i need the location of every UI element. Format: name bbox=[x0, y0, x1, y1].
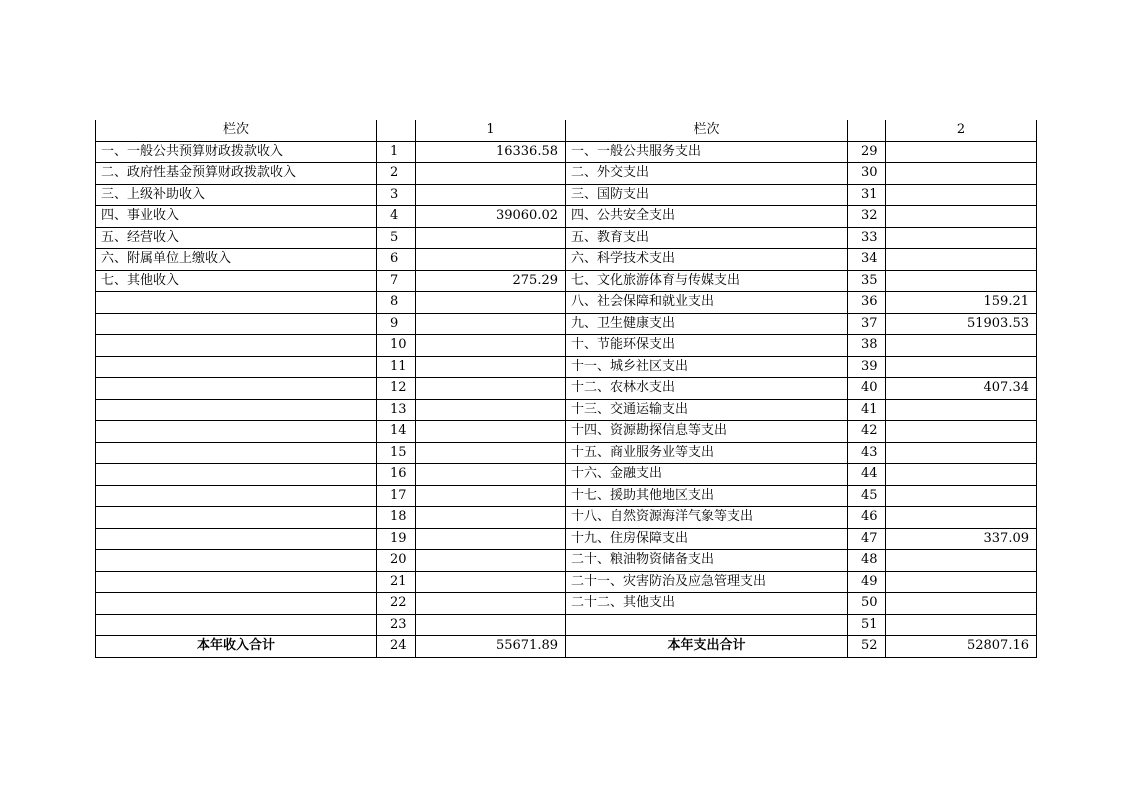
expense-amount bbox=[886, 464, 1037, 486]
expense-amount bbox=[886, 421, 1037, 443]
expense-total-label: 本年支出合计 bbox=[566, 636, 848, 658]
expense-item-label: 二十二、其他支出 bbox=[566, 593, 848, 615]
table-row bbox=[96, 378, 1037, 400]
expense-row-no: 46 bbox=[848, 507, 886, 529]
expense-amount bbox=[886, 141, 1037, 163]
table-row bbox=[96, 141, 1037, 163]
expense-item-label: 十四、资源勘探信息等支出 bbox=[566, 421, 848, 443]
expense-item-label bbox=[566, 614, 848, 636]
income-amount bbox=[416, 614, 566, 636]
income-row-no: 23 bbox=[377, 614, 416, 636]
table-row bbox=[96, 550, 1037, 572]
table-row bbox=[96, 399, 1037, 421]
income-amount bbox=[416, 292, 566, 314]
income-item-label: 一、一般公共预算财政拨款收入 bbox=[96, 141, 377, 163]
income-item-label: 六、附属单位上缴收入 bbox=[96, 249, 377, 271]
income-item-label bbox=[96, 507, 377, 529]
income-total-label: 本年收入合计 bbox=[96, 636, 377, 658]
income-row-no: 9 bbox=[377, 313, 416, 335]
income-item-label bbox=[96, 614, 377, 636]
income-amount bbox=[416, 421, 566, 443]
income-total-no: 24 bbox=[377, 636, 416, 658]
income-row-no: 13 bbox=[377, 399, 416, 421]
total-row bbox=[96, 636, 1037, 658]
income-amount bbox=[416, 184, 566, 206]
expense-item-label: 四、公共安全支出 bbox=[566, 206, 848, 228]
income-row-no: 12 bbox=[377, 378, 416, 400]
table-row bbox=[96, 335, 1037, 357]
expense-amount bbox=[886, 507, 1037, 529]
income-item-label bbox=[96, 528, 377, 550]
income-amount bbox=[416, 550, 566, 572]
income-item-label: 四、事业收入 bbox=[96, 206, 377, 228]
income-amount bbox=[416, 249, 566, 271]
table-row bbox=[96, 227, 1037, 249]
expense-amount bbox=[886, 485, 1037, 507]
income-row-no: 7 bbox=[377, 270, 416, 292]
expense-row-no: 29 bbox=[848, 141, 886, 163]
income-amount: 39060.02 bbox=[416, 206, 566, 228]
income-row-no: 5 bbox=[377, 227, 416, 249]
income-row-no: 20 bbox=[377, 550, 416, 572]
expense-amount bbox=[886, 571, 1037, 593]
table-row bbox=[96, 421, 1037, 443]
expense-row-no: 50 bbox=[848, 593, 886, 615]
expense-amount bbox=[886, 227, 1037, 249]
expense-row-no: 44 bbox=[848, 464, 886, 486]
header-income-item: 栏次 bbox=[96, 120, 377, 141]
income-item-label: 三、上级补助收入 bbox=[96, 184, 377, 206]
income-amount: 275.29 bbox=[416, 270, 566, 292]
expense-amount: 51903.53 bbox=[886, 313, 1037, 335]
expense-row-no: 39 bbox=[848, 356, 886, 378]
income-item-label bbox=[96, 356, 377, 378]
income-amount bbox=[416, 335, 566, 357]
table-row bbox=[96, 614, 1037, 636]
expense-row-no: 42 bbox=[848, 421, 886, 443]
expense-row-no: 38 bbox=[848, 335, 886, 357]
income-amount bbox=[416, 593, 566, 615]
income-expense-table bbox=[95, 120, 1037, 658]
header-expense-amount: 2 bbox=[886, 120, 1037, 141]
table-row bbox=[96, 442, 1037, 464]
income-amount bbox=[416, 163, 566, 185]
expense-row-no: 30 bbox=[848, 163, 886, 185]
income-row-no: 21 bbox=[377, 571, 416, 593]
table-row bbox=[96, 163, 1037, 185]
income-row-no: 14 bbox=[377, 421, 416, 443]
table-row bbox=[96, 313, 1037, 335]
expense-amount bbox=[886, 550, 1037, 572]
header-income-amount: 1 bbox=[416, 120, 566, 141]
expense-amount bbox=[886, 184, 1037, 206]
income-item-label: 七、其他收入 bbox=[96, 270, 377, 292]
expense-item-label: 七、文化旅游体育与传媒支出 bbox=[566, 270, 848, 292]
income-amount bbox=[416, 464, 566, 486]
table-row bbox=[96, 507, 1037, 529]
expense-item-label: 三、国防支出 bbox=[566, 184, 848, 206]
income-amount bbox=[416, 485, 566, 507]
income-amount bbox=[416, 507, 566, 529]
income-row-no: 17 bbox=[377, 485, 416, 507]
header-income-no bbox=[377, 120, 416, 141]
expense-amount bbox=[886, 270, 1037, 292]
table-row bbox=[96, 485, 1037, 507]
expense-total-no: 52 bbox=[848, 636, 886, 658]
header-expense-item: 栏次 bbox=[566, 120, 848, 141]
income-item-label: 二、政府性基金预算财政拨款收入 bbox=[96, 163, 377, 185]
income-amount bbox=[416, 378, 566, 400]
income-amount bbox=[416, 356, 566, 378]
table-row bbox=[96, 206, 1037, 228]
income-item-label bbox=[96, 464, 377, 486]
income-row-no: 1 bbox=[377, 141, 416, 163]
income-row-no: 10 bbox=[377, 335, 416, 357]
income-item-label bbox=[96, 292, 377, 314]
expense-row-no: 36 bbox=[848, 292, 886, 314]
expense-amount bbox=[886, 442, 1037, 464]
expense-item-label: 十九、住房保障支出 bbox=[566, 528, 848, 550]
income-item-label bbox=[96, 378, 377, 400]
expense-amount bbox=[886, 356, 1037, 378]
expense-item-label: 二十一、灾害防治及应急管理支出 bbox=[566, 571, 848, 593]
table-row bbox=[96, 571, 1037, 593]
header-row bbox=[96, 120, 1037, 141]
income-total-amount: 55671.89 bbox=[416, 636, 566, 658]
expense-amount bbox=[886, 399, 1037, 421]
expense-row-no: 49 bbox=[848, 571, 886, 593]
expense-item-label: 二十、粮油物资储备支出 bbox=[566, 550, 848, 572]
expense-row-no: 41 bbox=[848, 399, 886, 421]
expense-item-label: 十六、金融支出 bbox=[566, 464, 848, 486]
table-body bbox=[96, 141, 1037, 636]
income-amount bbox=[416, 399, 566, 421]
table-row bbox=[96, 593, 1037, 615]
income-item-label bbox=[96, 442, 377, 464]
income-row-no: 16 bbox=[377, 464, 416, 486]
income-amount bbox=[416, 571, 566, 593]
income-item-label bbox=[96, 399, 377, 421]
expense-row-no: 43 bbox=[848, 442, 886, 464]
table-row bbox=[96, 292, 1037, 314]
expense-item-label: 二、外交支出 bbox=[566, 163, 848, 185]
expense-row-no: 35 bbox=[848, 270, 886, 292]
income-row-no: 22 bbox=[377, 593, 416, 615]
table-row bbox=[96, 356, 1037, 378]
expense-row-no: 31 bbox=[848, 184, 886, 206]
expense-amount bbox=[886, 335, 1037, 357]
expense-row-no: 34 bbox=[848, 249, 886, 271]
income-amount bbox=[416, 442, 566, 464]
expense-item-label: 十三、交通运输支出 bbox=[566, 399, 848, 421]
income-item-label bbox=[96, 485, 377, 507]
table-row bbox=[96, 528, 1037, 550]
income-item-label bbox=[96, 313, 377, 335]
income-row-no: 11 bbox=[377, 356, 416, 378]
expense-row-no: 40 bbox=[848, 378, 886, 400]
income-row-no: 6 bbox=[377, 249, 416, 271]
expense-amount bbox=[886, 249, 1037, 271]
expense-item-label: 十八、自然资源海洋气象等支出 bbox=[566, 507, 848, 529]
expense-row-no: 33 bbox=[848, 227, 886, 249]
income-row-no: 4 bbox=[377, 206, 416, 228]
expense-item-label: 十、节能环保支出 bbox=[566, 335, 848, 357]
expense-row-no: 51 bbox=[848, 614, 886, 636]
expense-amount: 159.21 bbox=[886, 292, 1037, 314]
table-row bbox=[96, 464, 1037, 486]
expense-row-no: 47 bbox=[848, 528, 886, 550]
income-row-no: 3 bbox=[377, 184, 416, 206]
table-row bbox=[96, 184, 1037, 206]
expense-amount bbox=[886, 614, 1037, 636]
expense-row-no: 32 bbox=[848, 206, 886, 228]
expense-item-label: 五、教育支出 bbox=[566, 227, 848, 249]
expense-item-label: 十二、农林水支出 bbox=[566, 378, 848, 400]
income-row-no: 19 bbox=[377, 528, 416, 550]
income-item-label bbox=[96, 593, 377, 615]
income-item-label bbox=[96, 421, 377, 443]
income-item-label bbox=[96, 550, 377, 572]
expense-item-label: 十五、商业服务业等支出 bbox=[566, 442, 848, 464]
expense-amount bbox=[886, 163, 1037, 185]
expense-item-label: 十七、援助其他地区支出 bbox=[566, 485, 848, 507]
expense-amount: 407.34 bbox=[886, 378, 1037, 400]
income-amount bbox=[416, 227, 566, 249]
expense-amount bbox=[886, 593, 1037, 615]
expense-total-amount: 52807.16 bbox=[886, 636, 1037, 658]
table-row bbox=[96, 270, 1037, 292]
header-expense-no bbox=[848, 120, 886, 141]
expense-row-no: 48 bbox=[848, 550, 886, 572]
income-amount bbox=[416, 313, 566, 335]
income-row-no: 15 bbox=[377, 442, 416, 464]
table-row bbox=[96, 249, 1037, 271]
expense-item-label: 一、一般公共服务支出 bbox=[566, 141, 848, 163]
income-item-label bbox=[96, 571, 377, 593]
expense-item-label: 九、卫生健康支出 bbox=[566, 313, 848, 335]
income-item-label bbox=[96, 335, 377, 357]
expense-amount bbox=[886, 206, 1037, 228]
income-row-no: 8 bbox=[377, 292, 416, 314]
expense-row-no: 45 bbox=[848, 485, 886, 507]
income-amount bbox=[416, 528, 566, 550]
income-item-label: 五、经营收入 bbox=[96, 227, 377, 249]
income-amount: 16336.58 bbox=[416, 141, 566, 163]
expense-amount: 337.09 bbox=[886, 528, 1037, 550]
expense-item-label: 八、社会保障和就业支出 bbox=[566, 292, 848, 314]
expense-row-no: 37 bbox=[848, 313, 886, 335]
income-row-no: 18 bbox=[377, 507, 416, 529]
expense-item-label: 十一、城乡社区支出 bbox=[566, 356, 848, 378]
expense-item-label: 六、科学技术支出 bbox=[566, 249, 848, 271]
income-row-no: 2 bbox=[377, 163, 416, 185]
